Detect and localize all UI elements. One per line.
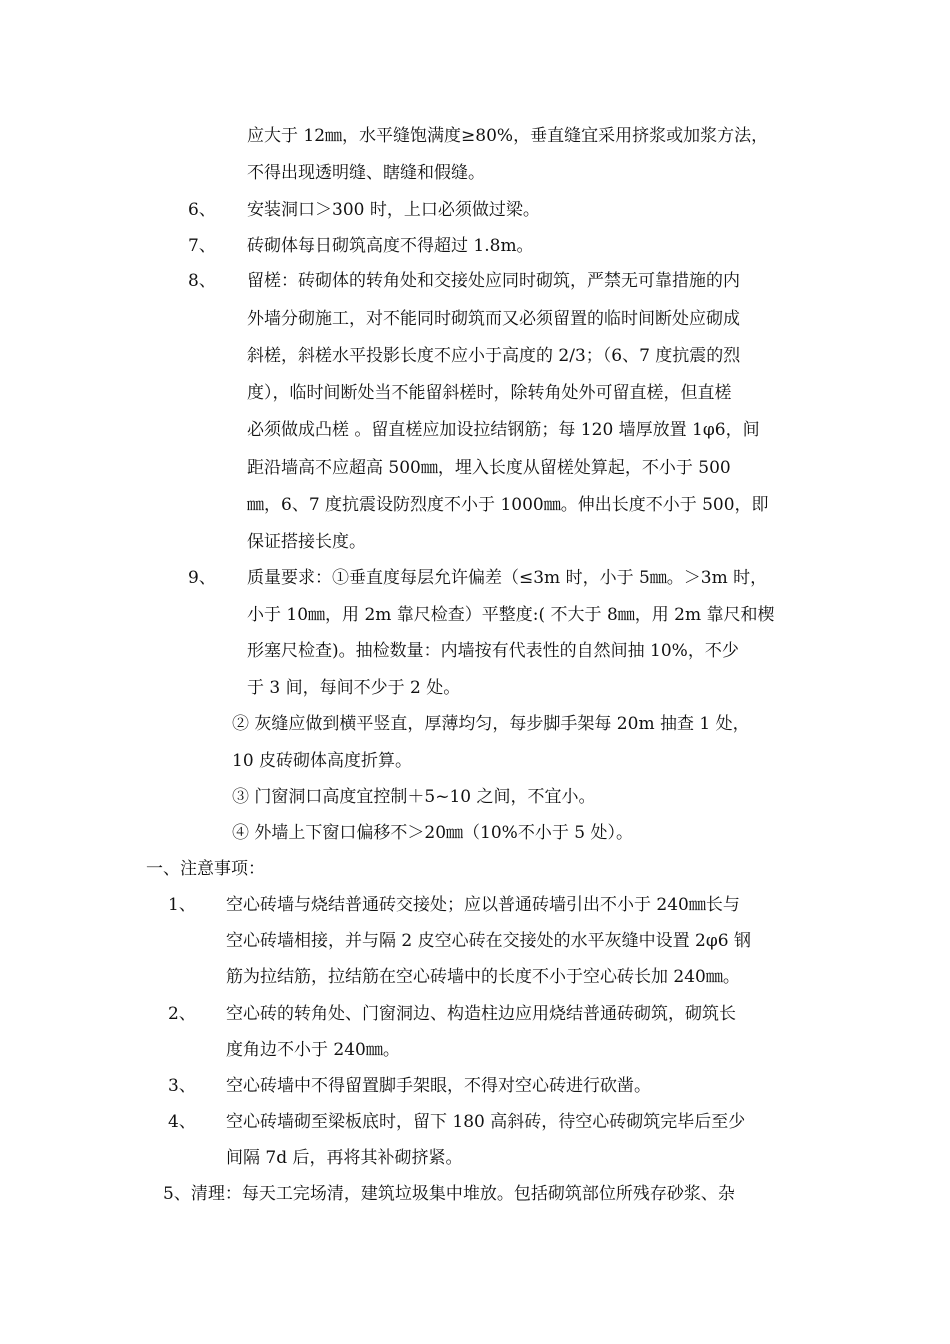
- item-9-line: 形塞尺检查)。抽检数量：内墙按有代表性的自然间抽 10%，不少: [247, 641, 739, 661]
- item-6-text: 安装洞口＞300 时，上口必须做过梁。: [247, 200, 540, 220]
- continuation-line-2: 不得出现透明缝、瞎缝和假缝。: [247, 163, 485, 183]
- sub-point-3: ③ 门窗洞口高度宜控制＋5~10 之间，不宜小。: [232, 787, 596, 807]
- item-number-7: 7、: [188, 236, 216, 256]
- note-4-line: 间隔 7d 后，再将其补砌挤紧。: [226, 1148, 463, 1168]
- cleanup-line: 5、清理：每天工完场清，建筑垃圾集中堆放。包括砌筑部位所残存砂浆、杂: [163, 1184, 735, 1204]
- continuation-line-1: 应大于 12㎜，水平缝饱满度≥80%，垂直缝宜采用挤浆或加浆方法，: [247, 126, 769, 146]
- item-8-line: 保证搭接长度。: [247, 532, 366, 552]
- item-8-line: 留槎：砖砌体的转角处和交接处应同时砌筑，严禁无可靠措施的内: [247, 271, 740, 291]
- item-7-text: 砖砌体每日砌筑高度不得超过 1.8m。: [247, 236, 534, 256]
- item-8-line: ㎜，6、7 度抗震设防烈度不小于 1000㎜。伸出长度不小于 500，即: [247, 495, 769, 515]
- note-number-2: 2、: [168, 1004, 196, 1024]
- note-2-line: 空心砖的转角处、门窗洞边、构造柱边应用烧结普通砖砌筑，砌筑长: [226, 1004, 736, 1024]
- note-number-4: 4、: [168, 1112, 196, 1132]
- item-9-line: 质量要求：①垂直度每层允许偏差（≤3m 时，小于 5㎜。＞3m 时，: [247, 568, 768, 588]
- item-9-line: 小于 10㎜，用 2m 靠尺检查）平整度:( 不大于 8㎜，用 2m 靠尺和楔: [247, 605, 775, 625]
- item-8-line: 距沿墙高不应超高 500㎜，埋入长度从留槎处算起，不小于 500: [247, 458, 731, 478]
- note-4-line: 空心砖墙砌至梁板底时，留下 180 高斜砖，待空心砖砌筑完毕后至少: [226, 1112, 746, 1132]
- sub-point-2-line-1: ② 灰缝应做到横平竖直，厚薄均匀，每步脚手架每 20m 抽查 1 处，: [232, 714, 750, 734]
- item-number-6: 6、: [188, 200, 216, 220]
- item-8-line: 度），临时间断处当不能留斜槎时，除转角处外可留直槎，但直槎: [247, 383, 732, 403]
- sub-point-2-line-2: 10 皮砖砌体高度折算。: [232, 751, 413, 771]
- note-2-line: 度角边不小于 240㎜。: [226, 1040, 400, 1060]
- item-9-line: 于 3 间，每间不少于 2 处。: [247, 678, 461, 698]
- note-1-line: 空心砖墙相接，并与隔 2 皮空心砖在交接处的水平灰缝中设置 2φ6 钢: [226, 931, 751, 951]
- item-number-8: 8、: [188, 271, 216, 291]
- note-3-line: 空心砖墙中不得留置脚手架眼，不得对空心砖进行砍凿。: [226, 1076, 651, 1096]
- note-number-3: 3、: [168, 1076, 196, 1096]
- note-1-line: 筋为拉结筋，拉结筋在空心砖墙中的长度不小于空心砖长加 240㎜。: [226, 967, 740, 987]
- item-number-9: 9、: [188, 568, 216, 588]
- note-number-1: 1、: [168, 895, 196, 915]
- item-8-line: 斜槎，斜槎水平投影长度不应小于高度的 2/3；（6、7 度抗震的烈: [247, 346, 741, 366]
- item-8-line: 必须做成凸槎 。留直槎应加设拉结钢筋；每 120 墙厚放置 1φ6，间: [247, 420, 760, 440]
- section-heading: 一、注意事项：: [146, 859, 265, 879]
- item-8-line: 外墙分砌施工，对不能同时砌筑而又必须留置的临时间断处应砌成: [247, 309, 740, 329]
- sub-point-4: ④ 外墙上下窗口偏移不＞20㎜（10%不小于 5 处）。: [232, 823, 633, 843]
- note-1-line: 空心砖墙与烧结普通砖交接处；应以普通砖墙引出不小于 240㎜长与: [226, 895, 740, 915]
